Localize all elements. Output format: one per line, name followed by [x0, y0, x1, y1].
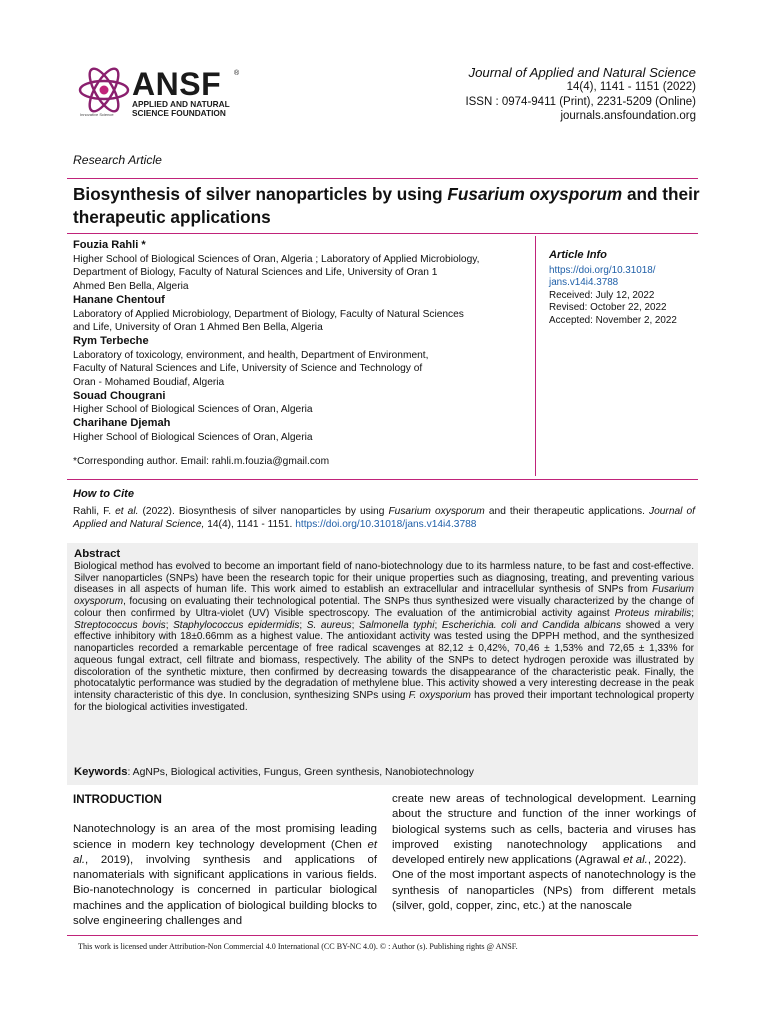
intro-right-column	[392, 792, 696, 914]
author-affiliation: Department of Biology, Faculty of Natural Sciences and Life, University of Oran 1	[73, 267, 438, 279]
author-affiliation: Higher School of Biological Sciences of Oran, Algeria ; Laboratory of Applied Microbiology,	[73, 253, 480, 265]
corresponding-author: *Corresponding author. Email: rahli.m.fouzia@gmail.com	[73, 455, 330, 467]
author-affiliation: Oran - Mohamed Boudiaf, Algeria	[73, 377, 225, 389]
author-affiliation: Laboratory of toxicology, environment, and health, Department of Environment,	[73, 349, 429, 361]
logo-subtitle: APPLIED AND NATURAL SCIENCE FOUNDATION	[132, 99, 230, 118]
author-affiliation: Faculty of Natural Sciences and Life, University of Science and Technology of	[73, 363, 423, 375]
journal-issn: ISSN : 0974-9411 (Print), 2231-5209 (Online)	[465, 95, 696, 108]
accepted-date: Accepted: November 2, 2022	[549, 314, 677, 326]
article-info	[549, 249, 699, 328]
author-affiliation: Ahmed Ben Bella, Algeria	[73, 281, 189, 293]
how-to-cite	[73, 488, 695, 532]
author-list	[73, 239, 533, 468]
citation-doi-link[interactable]: https://doi.org/10.31018/jans.v14i4.3788	[295, 519, 477, 531]
intro-paragraph: Nanotechnology is an area of the most promising leading science in modern key technology development (Chen et al., 2019), involving synthesis and applications of nanomaterials with significant applications in various fields. Bio-nanotechnology is concerned in particular biological machines and the application of biological building blocks to solve engineering challenges and	[73, 823, 377, 928]
author-name: Hanane Chentouf	[73, 293, 165, 306]
registered-mark-icon: ®	[234, 70, 240, 77]
license-footer: This work is licensed under Attribution-Non Commercial 4.0 International (CC BY-NC 4.0). © : Author (s). Publishing rights @ ANSF.	[78, 942, 518, 951]
author-name: Charihane Djemah	[73, 417, 171, 430]
author-name: Souad Chougrani	[73, 389, 166, 402]
journal-volume: 14(4), 1141 - 1151 (2022)	[566, 81, 696, 94]
author-affiliation: Higher School of Biological Sciences of Oran, Algeria	[73, 431, 313, 443]
journal-title: Journal of Applied and Natural Science	[468, 65, 696, 80]
article-info-heading: Article Info	[549, 249, 607, 261]
journal-header	[465, 66, 696, 124]
intro-paragraph: One of the most important aspects of nanotechnology is the synthesis of nanoparticles (NPs) from different metals (silver, gold, copper, zinc, etc.) at the nanoscale	[392, 869, 696, 913]
revised-date: Revised: October 22, 2022	[549, 302, 667, 314]
abstract-heading: Abstract	[74, 548, 121, 560]
logo-wordmark: ANSF	[132, 66, 222, 102]
divider-footer	[67, 935, 698, 936]
intro-left-column	[73, 792, 377, 929]
received-date: Received: July 12, 2022	[549, 289, 655, 301]
divider-authors	[67, 479, 698, 480]
author-affiliation: Higher School of Biological Sciences of Oran, Algeria	[73, 404, 313, 416]
article-title: Biosynthesis of silver nanoparticles by using Fusarium oxysporum and their therapeutic applications	[73, 184, 700, 227]
divider-top	[67, 178, 698, 179]
author-affiliation: Laboratory of Applied Microbiology, Department of Biology, Faculty of Natural Sciences	[73, 308, 464, 320]
logo-tagline: Innovative Science	[80, 112, 114, 117]
divider-title	[67, 233, 698, 234]
doi-link[interactable]: https://doi.org/10.31018/ jans.v14i4.3788	[549, 264, 656, 289]
article-type: Research Article	[73, 153, 162, 167]
author-affiliation: and Life, University of Oran 1 Ahmed Ben Bella, Algeria	[73, 322, 323, 334]
keywords: Keywords: AgNPs, Biological activities, Fungus, Green synthesis, Nanobiotechnology	[74, 766, 475, 778]
how-to-cite-heading: How to Cite	[73, 488, 135, 500]
intro-heading: INTRODUCTION	[73, 793, 162, 806]
author-name: Rym Terbeche	[73, 334, 149, 347]
citation-text: Rahli, F. et al. (2022). Biosynthesis of silver nanoparticles by using Fusarium oxysporum and their therapeutic applications. Journal of Applied and Natural Science, 14(4), 1141 - 1151. https://doi.org/10.31018/jans.v14i4.3788	[73, 506, 695, 531]
article-info-divider	[535, 236, 536, 476]
abstract	[74, 549, 694, 714]
journal-website[interactable]: journals.ansfoundation.org	[560, 110, 696, 123]
abstract-text: Biological method has evolved to become an important field of nano-biotechnology due to its harmless nature, to be fast and cost-effective. Silver nanoparticles (SNPs) have been the research topic for their unique properties such as diagnosing, treating, and preventing various diseases in all aspects of human life. This work aimed to establish an extracellular and intracellular synthesis of SNPs from Fusarium oxysporum, focusing on evaluating their technological potential. The SNPs thus synthesized were visually characterized by the change of colour then confirmed by Ultra-violet (UV) Visible spectroscopy. The evaluation of the antimicrobial activity against Proteus mirabilis; Streptococcus bovis; Staphylococcus epidermidis; S. aureus; Salmonella typhi; Escherichia. coli and Candida albicans showed a very effective inhibitory with 18±0.66mm as a highest value. The antioxidant activity was tested using the DPPH method, and the synthesized nanoparticles recorded a remarkable percentage of free radical scavenges at 82,12 ± 0,42%, 70,46 ± 1,53% and 72,65 ± 1,33% for aqueous fungal extract, cell filtrate and biomass, respectively. The ability of the SNPs to detect hydrogen peroxide was illustrated by discoloration of the synthetic mixture, then confirmed by decreasing towards the disappearance of the characteristic peak. Finally, the photocatalytic performance was studied by the degradation of methylene blue. This activity showed a very interesting decrease in the peak intensity characteristic of this dye. In conclusion, synthesizing SNPs using F. oxysporium has proved their important technological property for the biological activities investigated.	[74, 560, 695, 713]
author-name: Fouzia Rahli *	[73, 239, 146, 251]
intro-paragraph: create new areas of technological development. Learning about the structure and function of the inner workings of biological systems such as cells, bacteria and viruses has improved existing nanotechnology applications and developed entirely new applications (Agrawal et al., 2022).	[392, 793, 696, 867]
